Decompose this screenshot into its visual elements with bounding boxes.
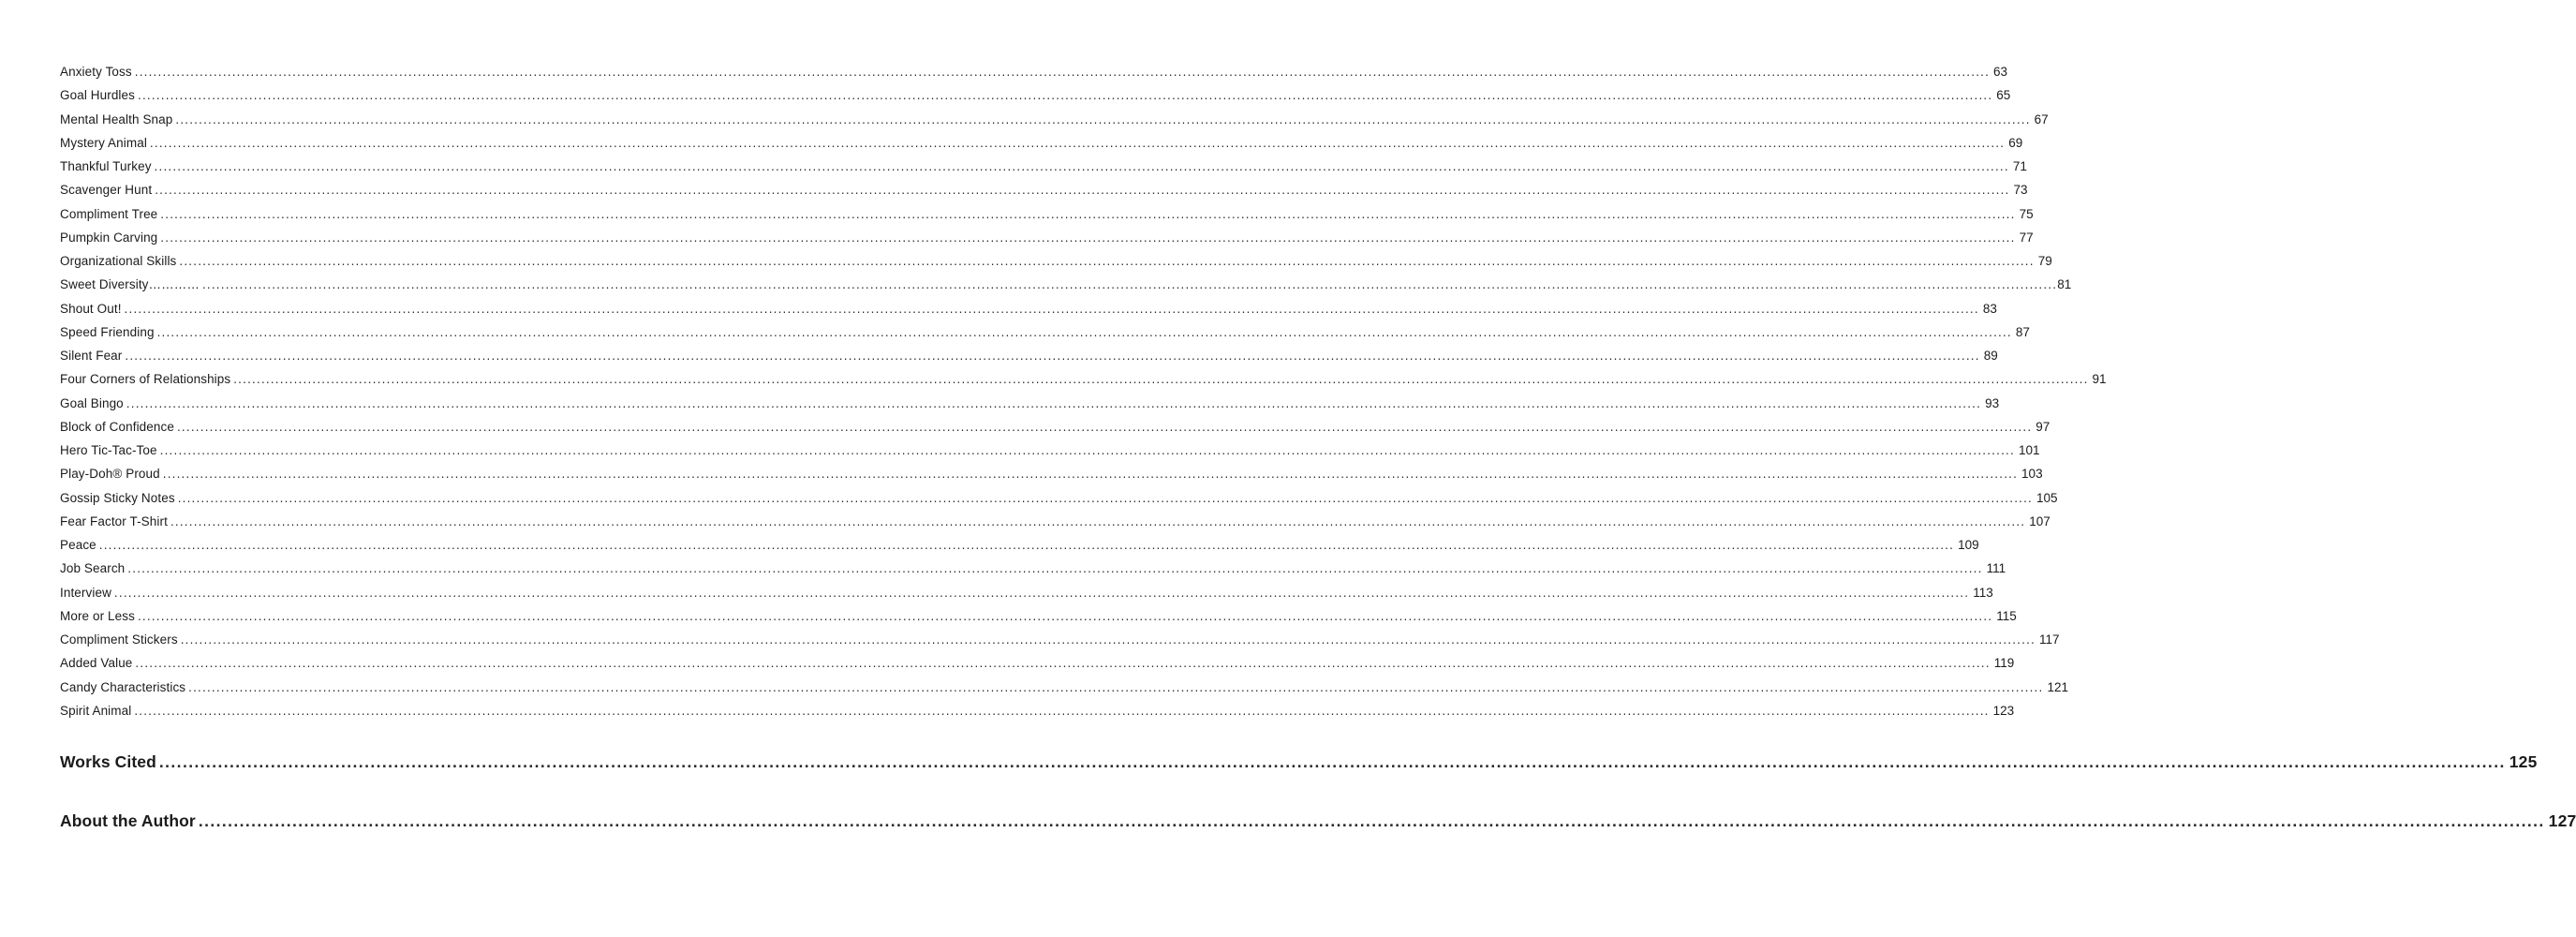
toc-row	[60, 202, 2034, 226]
toc-entry-title: Job Search	[60, 561, 126, 576]
toc-entry-page-number: 91	[2092, 372, 2107, 387]
dot-leader: ................................................................................................................................................................................................................................................................................................................................................................................................................	[126, 395, 1982, 410]
toc-entry-title: Block of Confidence	[60, 419, 174, 434]
toc-entry-title: Scavenger Hunt	[60, 183, 153, 198]
toc-entry-page-number: 105	[2036, 490, 2058, 505]
dot-leader: ................................................................................................................................................................................................................................................................................................................................................................................................................	[177, 490, 2033, 505]
toc-entry-page-number: 83	[1982, 301, 1997, 316]
toc-entry-page-number: 119	[1993, 656, 2015, 671]
dot-leader: ................................................................................................................................................................................................................................................................................................................................................................................................................	[158, 752, 2506, 771]
toc-entry-title: Pumpkin Carving	[60, 230, 158, 245]
toc-entry-page-number: 75	[2019, 206, 2034, 221]
dot-leader: ................................................................................................................................................................................................................................................................................................................................................................................................................	[233, 372, 2089, 387]
toc-row	[60, 533, 1979, 557]
dot-leader: ................................................................................................................................................................................................................................................................................................................................................................................................................	[159, 443, 2015, 457]
toc-entry-title: Interview	[60, 585, 111, 600]
toc-row	[60, 178, 2028, 201]
toc-entry-title: Mental Health Snap	[60, 112, 173, 126]
dot-leader: ................................................................................................................................................................................................................................................................................................................................................................................................................	[125, 349, 1980, 363]
toc-entry-page-number: 63	[1993, 65, 2008, 79]
toc-entry-title: Sweet Diversity…………	[60, 277, 200, 292]
dot-leader: ................................................................................................................................................................................................................................................................................................................................................................................................................	[179, 254, 2035, 268]
toc-entry-title: Hero Tic-Tac-Toe	[60, 443, 157, 457]
toc-entry-title: Anxiety Toss	[60, 65, 132, 79]
dot-leader: ................................................................................................................................................................................................................................................................................................................................................................................................................	[149, 135, 2006, 150]
toc-row	[60, 557, 2006, 580]
toc-entry-title: Goal Hurdles	[60, 88, 135, 103]
toc-row	[60, 344, 1998, 367]
toc-entry-title: About the Author	[60, 811, 196, 830]
dot-leader: ................................................................................................................................................................................................................................................................................................................................................................................................................	[176, 419, 2033, 434]
dot-leader: ................................................................................................................................................................................................................................................................................................................................................................................................................	[124, 301, 1979, 316]
toc-entry-page-number: 109	[1958, 538, 1979, 552]
toc-entry-page-number: 71	[2012, 159, 2027, 173]
toc-row	[60, 604, 2017, 628]
toc-entry-page-number: 69	[2008, 135, 2023, 150]
dot-leader: ................................................................................................................................................................................................................................................................................................................................................................................................................	[162, 467, 2019, 482]
dot-leader: ................................................................................................................................................................................................................................................................................................................................................................................................................	[127, 561, 1983, 576]
dot-leader: ................................................................................................................................................................................................................................................................................................................................................................................................................	[155, 183, 2010, 198]
dot-leader: ................................................................................................................................................................................................................................................................................................................................................................................................................	[201, 277, 2058, 292]
toc-entry-page-number: 123	[1992, 703, 2015, 718]
toc-entry-title: Gossip Sticky Notes	[60, 490, 175, 505]
dot-leader: ................................................................................................................................................................................................................................................................................................................................................................................................................	[134, 703, 1990, 718]
toc-entry-page-number: 103	[2021, 467, 2043, 482]
table-of-contents	[60, 60, 2576, 835]
toc-entry-page-number: 81	[2057, 277, 2072, 292]
toc-entry-page-number: 97	[2036, 419, 2050, 434]
toc-entry-title: Organizational Skills	[60, 254, 177, 268]
toc-row	[60, 83, 2011, 107]
toc-row	[60, 60, 2008, 83]
dot-leader: ................................................................................................................................................................................................................................................................................................................................................................................................................	[138, 88, 1993, 103]
dot-leader: ................................................................................................................................................................................................................................................................................................................................................................................................................	[156, 324, 2012, 339]
toc-row	[60, 462, 2043, 485]
dot-leader: ................................................................................................................................................................................................................................................................................................................................................................................................................	[180, 632, 2036, 647]
dot-leader: ................................................................................................................................................................................................................................................................................................................................................................................................................	[175, 112, 2031, 126]
dot-leader: ................................................................................................................................................................................................................................................................................................................................................................................................................	[154, 159, 2009, 173]
toc-list	[60, 60, 2107, 722]
toc-row	[60, 297, 1997, 320]
toc-row	[60, 392, 2000, 415]
toc-entry-title: Goal Bingo	[60, 395, 124, 410]
toc-row	[60, 748, 2538, 776]
toc-row	[60, 439, 2040, 462]
toc-entry-page-number: 67	[2034, 112, 2049, 126]
toc-row	[60, 415, 2050, 439]
dot-leader: ................................................................................................................................................................................................................................................................................................................................................................................................................	[160, 206, 2016, 221]
toc-entry-page-number: 93	[1985, 395, 2000, 410]
toc-entry-title: Speed Friending	[60, 324, 155, 339]
toc-entry-title: Play-Doh® Proud	[60, 467, 160, 482]
toc-row	[60, 131, 2023, 155]
toc-entry-page-number: 79	[2037, 254, 2052, 268]
toc-entry-title: Works Cited	[60, 752, 156, 771]
toc-entry-page-number: 73	[2013, 183, 2028, 198]
toc-entry-page-number: 125	[2509, 752, 2538, 771]
dot-leader: ................................................................................................................................................................................................................................................................................................................................................................................................................	[134, 65, 1991, 79]
toc-entry-title: Candy Characteristics	[60, 679, 186, 694]
toc-row	[60, 628, 2060, 651]
toc-entry-page-number: 115	[1996, 608, 2017, 623]
toc-entry-title: Added Value	[60, 656, 133, 671]
toc-row	[60, 651, 2015, 675]
dot-leader: ................................................................................................................................................................................................................................................................................................................................................................................................................	[113, 585, 1970, 600]
toc-entry-title: More or Less	[60, 608, 135, 623]
dot-leader: ................................................................................................................................................................................................................................................................................................................................................................................................................	[160, 230, 2016, 245]
toc-entry-title: Four Corners of Relationships	[60, 372, 231, 387]
toc-row	[60, 108, 2049, 131]
toc-row	[60, 155, 2027, 178]
toc-row	[60, 807, 2576, 835]
dot-leader: ................................................................................................................................................................................................................................................................................................................................................................................................................	[188, 679, 2044, 694]
toc-row	[60, 510, 2050, 533]
toc-row	[60, 486, 2058, 510]
toc-entry-title: Compliment Stickers	[60, 632, 178, 647]
dot-leader: ................................................................................................................................................................................................................................................................................................................................................................................................................	[170, 513, 2026, 528]
toc-entry-page-number: 65	[1996, 88, 2011, 103]
toc-entry-title: Silent Fear	[60, 349, 123, 363]
toc-entry-page-number: 87	[2015, 324, 2030, 339]
toc-entry-title: Peace	[60, 538, 96, 552]
toc-entry-page-number: 111	[1986, 561, 2006, 576]
toc-entry-title: Fear Factor T-Shirt	[60, 513, 168, 528]
dot-leader: ................................................................................................................................................................................................................................................................................................................................................................................................................	[198, 811, 2545, 830]
toc-row	[60, 367, 2107, 391]
toc-entry-title: Mystery Animal	[60, 135, 147, 150]
dot-leader: ................................................................................................................................................................................................................................................................................................................................................................................................................	[135, 656, 1991, 671]
toc-entry-title: Shout Out!	[60, 301, 122, 316]
dot-leader: ................................................................................................................................................................................................................................................................................................................................................................................................................	[137, 608, 1993, 623]
toc-entry-title: Thankful Turkey	[60, 159, 152, 173]
toc-entry-page-number: 121	[2047, 679, 2068, 694]
toc-row	[60, 699, 2015, 722]
toc-entry-page-number: 127	[2548, 811, 2576, 830]
toc-entry-page-number: 77	[2019, 230, 2034, 245]
toc-row	[60, 249, 2052, 273]
toc-entry-page-number: 101	[2018, 443, 2040, 457]
toc-row	[60, 581, 1993, 604]
toc-entry-title: Spirit Animal	[60, 703, 132, 718]
toc-back-matter	[60, 748, 2576, 835]
toc-row	[60, 320, 2030, 344]
toc-entry-page-number: 107	[2029, 513, 2050, 528]
toc-entry-title: Compliment Tree	[60, 206, 158, 221]
toc-row	[60, 676, 2068, 699]
toc-entry-page-number: 117	[2038, 632, 2060, 647]
toc-entry-page-number: 89	[1983, 349, 1998, 363]
toc-row	[60, 273, 2072, 296]
toc-row	[60, 226, 2034, 249]
dot-leader: ................................................................................................................................................................................................................................................................................................................................................................................................................	[98, 538, 1955, 552]
toc-entry-page-number: 113	[1973, 585, 1993, 600]
